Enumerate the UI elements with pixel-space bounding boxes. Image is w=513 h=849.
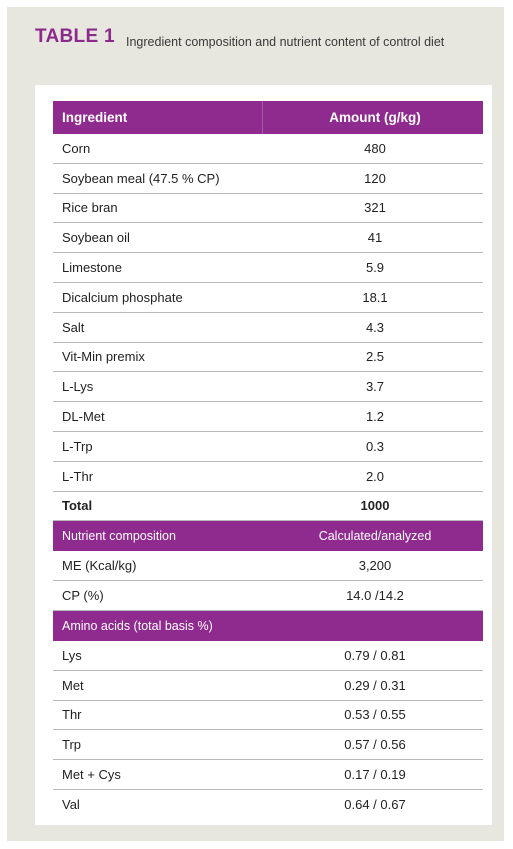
row-label: ME (Kcal/kg): [62, 558, 137, 574]
table-row: [53, 313, 483, 343]
row-label: Lys: [62, 647, 82, 663]
table-row: [53, 402, 483, 432]
row-label: Vit-Min premix: [62, 349, 145, 365]
table-row: [53, 134, 483, 164]
row-label: Trp: [62, 737, 82, 753]
table-row: [53, 462, 483, 492]
nutrient-header-label: Nutrient composition: [62, 529, 176, 544]
row-value: 2.0: [365, 468, 385, 484]
data-table: [53, 101, 483, 820]
column-header-row: [53, 101, 483, 134]
table-header: [35, 24, 495, 74]
row-value: 0.3: [365, 438, 385, 454]
amino-rows: [53, 641, 483, 820]
row-label: Dicalcium phosphate: [62, 289, 183, 305]
row-label: DL-Met: [62, 409, 105, 425]
amino-header-row: [53, 611, 483, 641]
table-row: [53, 343, 483, 373]
row-value: 480: [364, 140, 386, 156]
row-value: 4.3: [365, 319, 385, 335]
table-row: [53, 701, 483, 731]
row-value: 1.2: [365, 409, 385, 425]
table-row: [53, 760, 483, 790]
table-row: [53, 551, 483, 581]
row-value: 3,200: [358, 558, 392, 574]
row-value: 0.29 / 0.31: [344, 677, 406, 693]
row-label: Rice bran: [62, 200, 118, 216]
row-value: 0.64 / 0.67: [344, 797, 406, 813]
row-label: Soybean oil: [62, 230, 130, 246]
row-label: Soybean meal (47.5 % CP): [62, 170, 220, 186]
table-card: [35, 85, 492, 825]
row-label: Met: [62, 677, 84, 693]
amino-header-label: Amino acids (total basis %): [62, 618, 213, 633]
row-value: 0.17 / 0.19: [344, 767, 406, 783]
row-value: 18.1: [362, 289, 388, 305]
row-value: 120: [364, 170, 386, 186]
row-label: Met + Cys: [62, 767, 121, 783]
table-number: TABLE 1: [35, 26, 115, 47]
row-value: 2.5: [365, 349, 385, 365]
row-value: 3.7: [365, 379, 385, 395]
row-label: L-Lys: [62, 379, 94, 395]
row-value: 0.79 / 0.81: [344, 647, 406, 663]
table-row: [53, 790, 483, 820]
table-row: [53, 671, 483, 701]
total-value: 1000: [360, 498, 390, 514]
row-label: Salt: [62, 319, 85, 335]
table-panel: [7, 7, 504, 841]
row-label: L-Trp: [62, 438, 93, 454]
total-label: Total: [62, 498, 93, 514]
nutrient-header-row: [53, 521, 483, 551]
table-row: [53, 641, 483, 671]
row-value: 14.0 /14.2: [346, 588, 404, 604]
table-row: [53, 194, 483, 224]
table-row: [53, 164, 483, 194]
nutrient-header-value: Calculated/analyzed: [318, 529, 432, 544]
nutrient-rows: [53, 551, 483, 611]
table-row: [53, 253, 483, 283]
row-label: L-Thr: [62, 468, 94, 484]
row-label: Limestone: [62, 260, 122, 276]
row-value: 321: [364, 200, 386, 216]
table-row: [53, 372, 483, 402]
table-row: [53, 730, 483, 760]
row-label: Val: [62, 797, 80, 813]
row-value: 5.9: [365, 260, 385, 276]
table-row: [53, 223, 483, 253]
ingredient-rows: [53, 134, 483, 492]
row-label: CP (%): [62, 588, 104, 604]
table-row: [53, 283, 483, 313]
total-row: [53, 492, 483, 522]
table-caption: Ingredient composition and nutrient content of control diet: [126, 35, 445, 49]
column-header-amount: Amount (g/kg): [329, 110, 421, 125]
row-label: Corn: [62, 140, 91, 156]
table-row: [53, 581, 483, 611]
column-header-ingredient: Ingredient: [53, 101, 263, 134]
row-value: 0.53 / 0.55: [344, 707, 406, 723]
row-label: Thr: [62, 707, 82, 723]
table-row: [53, 432, 483, 462]
row-value: 0.57 / 0.56: [344, 737, 406, 753]
row-value: 41: [367, 230, 383, 246]
